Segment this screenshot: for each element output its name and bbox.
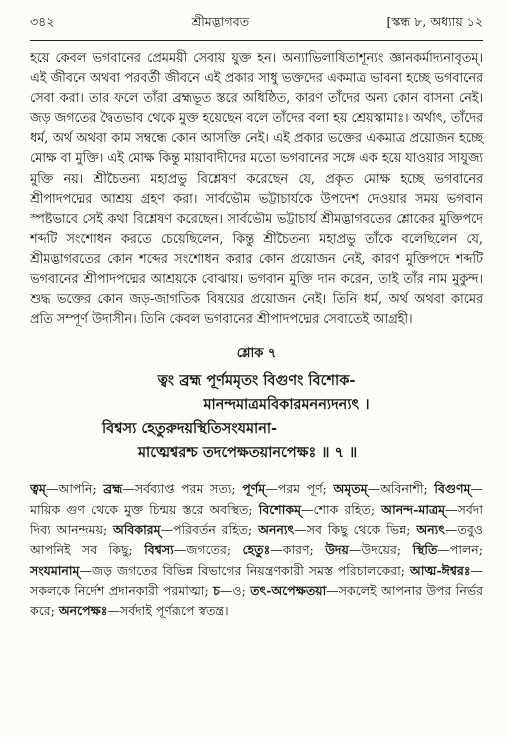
synonym-meaning: উদয়ের; [361,542,402,558]
synonym-term: তৎ-অপেক্ষতয়া [250,582,327,598]
synonym-term: অমৃতম্ [333,481,368,497]
synonym-separator: — [437,542,450,558]
synonym-meaning: সর্বব্যাপ্ত পরম সত্য; [134,481,236,497]
verse-line-2: মানন্দমাত্রমবিকারমনন্যদন্যৎ । [203,396,370,414]
synonym-separator: — [294,521,307,537]
synonym-meaning: সর্বদা দিব্য আনন্দময়; [30,501,484,537]
synonym-meaning: পরিবর্তন রহিত; [173,521,253,537]
synonym-meaning: আপনি; [58,481,97,497]
synonym-separator: — [270,542,283,558]
synonym-meaning: জড় জগতের বিভিন্ন বিভাগের নিয়ন্ত্রণকারী সমস্ত পরিচালকেরা; [91,562,405,578]
synonym-meaning: শোক রহিত; [313,501,376,517]
synonyms-paragraph [30,479,483,621]
synonym-separator: — [367,481,381,497]
synonym-term: চ [213,582,220,598]
synonym-separator: — [122,481,135,497]
purport-paragraph: হয়ে কেবল ভগবানের প্রেমময়ী সেবায় যুক্ত হন। অন্যাভিলাষিতাশূন্যং জ্ঞানকর্মাদ্যনাবৃতম্। এই জীবনে অথবা পরবর্তী জীবনে এই প্রকার সাধু ভক্তদের একমাত্র ভাবনা হচ্ছে ভগবানের সেবা করা। তার ফলে তাঁরা ব্রহ্মভূত স্তরে অধিষ্ঠিত, কারণ তাঁদের অন্য কোন বাসনা নেই। জড় জগতের দ্বৈতভাব থেকে মুক্ত হয়েছেন বলে তাঁদের বলা হয় শ্রেয়স্কামাঃ। অর্থাৎ, তাঁদের ধর্ম, অর্থ অথবা কাম সম্বন্ধে কোন আসক্তি নেই। এই প্রকার ভক্তের একমাত্র প্রয়োজন হচ্ছে মোক্ষ বা মুক্তি। এই মোক্ষ কিন্তু মায়াবাদীদের মতো ভগবানের সঙ্গে এক হয়ে যাওয়ার সাযুজ্য মুক্তি নয়। শ্রীচৈতন্য মহাপ্রভু বিশ্লেষণ করেছেন যে, প্রকৃত মোক্ষ হচ্ছে ভগবানের শ্রীপাদপদ্মের আশ্রয় গ্রহণ করা। সার্বভৌম ভট্টাচার্যকে উপদেশ দেওয়ার সময় ভগবান স্পষ্টভাবে সেই কথা বিশ্লেষণ করেছেন। সার্বভৌম ভট্টাচার্য শ্রীমদ্ভাগবতের শ্লোকের মুক্তিপদে শব্দটি সংশোধন করতে চেয়েছিলেন, কিন্তু শ্রীচৈতন্য মহাপ্রভু তাঁকে বলেছিলেন যে, শ্রীমদ্ভাগবতের কোন শব্দের সংশোধন করার কোন প্রয়োজন নেই, কারণ মুক্তিপদে শব্দটি ভগবানের শ্রীপাদপদ্মের আশ্রয়কে বোঝায়। ভগবান মুক্তি দান করেন, তাই তাঁর নাম মুকুন্দ। শুদ্ধ ভক্তের কোন জড়-জাগতিক বিষয়ের প্রয়োজন নেই। তিনি ধর্ম, অর্থ অথবা কামের প্রতি সম্পূর্ণ উদাসীন। তিনি কেবল ভগবানের শ্রীপাদপদ্মের সেবাতেই আগ্রহী। [30,51,483,328]
synonym-term: আনন্দ-মাত্রম্ [381,501,446,517]
synonym-term: ত্বম্ [30,481,46,497]
synonym-separator: — [107,603,120,619]
synonym-separator: — [173,542,187,558]
synonym-separator: — [265,481,278,497]
synonym-term: বিশ্বস্য [144,542,174,558]
synonym-meaning: পরম পূর্ণ; [277,481,327,497]
synonym-term: ব্রহ্ম [103,481,123,497]
synonym-separator: — [219,582,233,598]
synonym-term: বিশোকম্ [258,501,302,517]
synonym-term: বিগুণম্ [434,481,471,497]
synonym-separator: — [444,521,458,537]
synonym-meaning: সকলেই আপনার উপর নির্ভর করে; [30,582,483,619]
synonym-meaning: সকলকে নির্দেশ প্রদানকারী পরমাত্মা; [30,582,209,598]
synonym-separator: — [326,582,339,598]
synonym-separator: — [470,481,483,497]
synonym-term: অনন্যৎ [258,521,295,537]
synonym-separator: — [348,542,362,558]
synonym-term: সংযমানাম্ [30,562,80,578]
synonym-term: অবিকারম্ [113,521,161,537]
synonym-meaning: সর্বদাই পূর্ণরূপে স্বতন্ত্র। [119,603,229,619]
synonym-term: স্থিতি [412,542,438,558]
book-title: শ্রীমদ্ভাগবত [191,14,250,29]
verse-block [30,344,483,465]
synonym-separator: — [301,501,314,517]
synonym-meaning: সব কিছু থেকে ভিন্ন; [306,521,411,537]
page-header [30,14,483,36]
synonym-term: হেতুঃ [242,542,271,558]
verse-line-4: মাত্মেশ্বরশ্চ তদপেক্ষতয়ানপেক্ষঃ ॥ ৭ ॥ [138,444,358,462]
synonym-term: উদয় [325,542,349,558]
synonym-separator: — [45,481,59,497]
header-divider [30,40,483,41]
synonym-separator: — [79,562,92,578]
chapter-reference: [স্কন্ধ ৮, অধ্যায় ১২ [386,14,483,29]
synonym-meaning: জগতের; [186,542,232,558]
synonym-meaning: মায়িক গুণ থেকে মুক্ত চিন্ময় স্তরে অবস্থিত; [30,501,253,517]
synonym-meaning: কারণ; [282,542,314,558]
synonym-separator: — [160,521,174,537]
synonym-separator: — [470,562,483,578]
synonym-meaning: ও; [232,582,246,598]
synonym-separator: — [445,501,458,517]
synonym-meaning: অবিনাশী; [380,481,428,497]
verse-line-1: ত্বং ব্রহ্ম পূর্ণমমৃতং বিগুণং বিশোক- [157,372,356,390]
page-number: ৩৪২ [30,14,55,29]
verse-label: শ্লোক ৭ [236,346,277,362]
synonym-meaning: পালন; [449,542,483,558]
synonym-meaning: তবুও আপনিই সব কিছু; [30,521,484,558]
verse-line-3: বিশ্বস্য হেতুরুদয়স্থিতিসংযমানা- [102,420,278,438]
synonym-term: অন্যৎ [416,521,445,537]
synonym-term: পূর্ণম্ [242,481,266,497]
synonym-term: আত্ম-ঈশ্বরঃ [409,562,471,578]
synonym-term: অনপেক্ষঃ [58,603,108,619]
